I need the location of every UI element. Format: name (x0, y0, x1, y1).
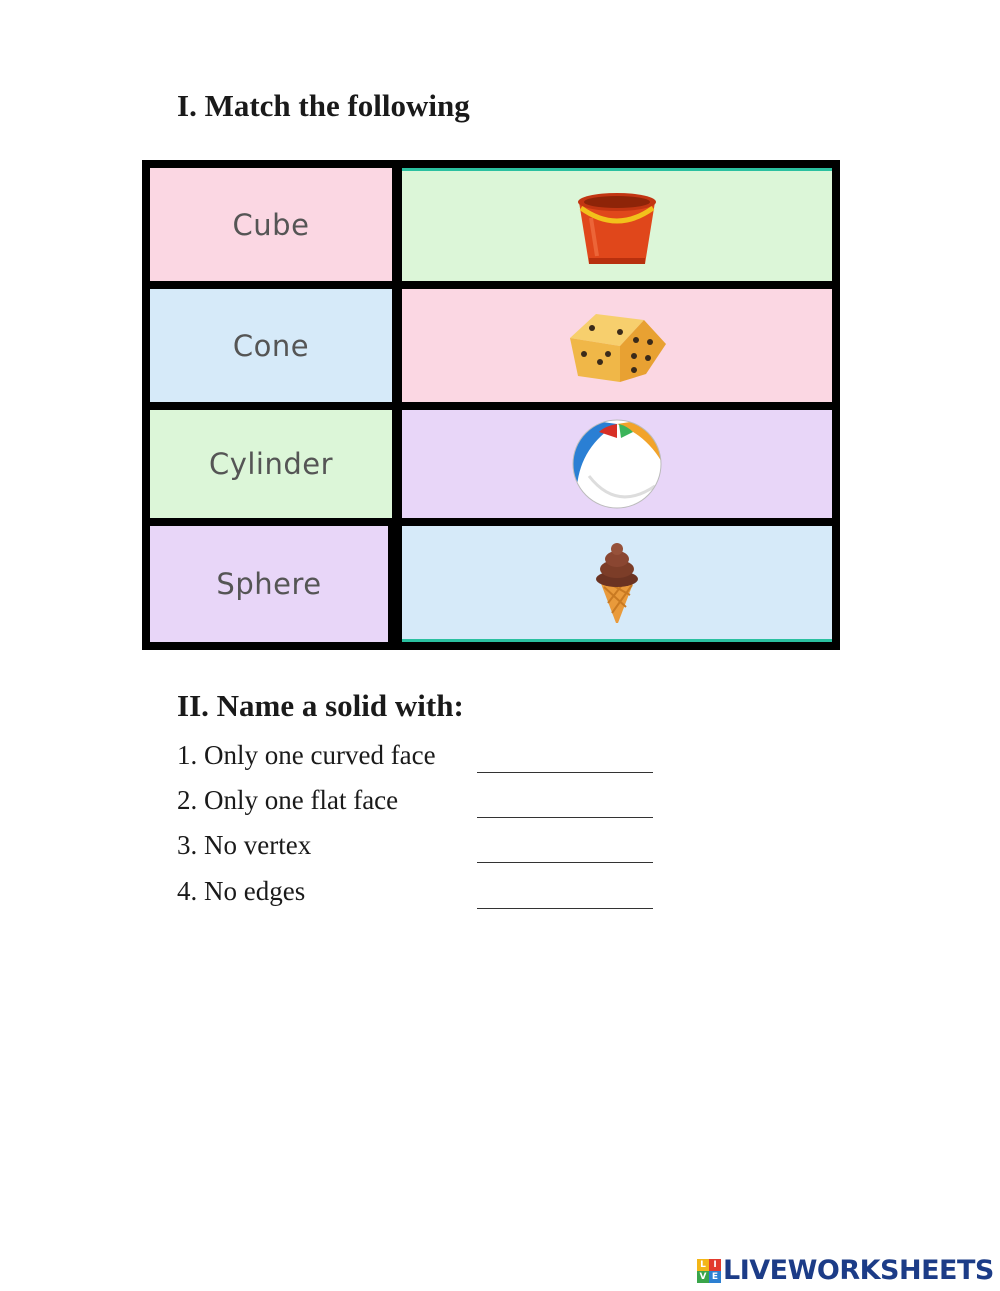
question-4: 4. No edges (177, 876, 306, 906)
picture-cell-ice-cream[interactable] (402, 526, 832, 642)
picture-cell-dice[interactable] (402, 289, 832, 402)
answer-blank-1[interactable] (477, 772, 653, 773)
logo-letter-i: I (709, 1259, 721, 1271)
word-cell-cube[interactable] (150, 168, 392, 281)
word-cell-cylinder[interactable] (150, 410, 392, 518)
logo-letter-e: E (709, 1271, 721, 1283)
word-label: Sphere (216, 567, 322, 601)
answer-blank-3[interactable] (477, 862, 653, 863)
section-2-title: II. Name a solid with: (177, 688, 464, 723)
section-1-title: I. Match the following (177, 88, 470, 123)
word-label: Cylinder (208, 447, 334, 481)
bucket-image (569, 182, 665, 270)
question-1: 1. Only one curved face (177, 740, 436, 770)
ice-cream-cone-image (592, 541, 642, 625)
word-cell-sphere[interactable] (150, 526, 388, 642)
question-3: 3. No vertex (177, 830, 312, 860)
dice-image (562, 306, 672, 386)
answer-blank-4[interactable] (477, 908, 653, 909)
logo-letter-v: V (697, 1271, 709, 1283)
logo-letter-l: L (697, 1259, 709, 1271)
answer-blank-2[interactable] (477, 817, 653, 818)
logo-mark-icon (697, 1259, 721, 1283)
question-2: 2. Only one flat face (177, 785, 399, 815)
matching-table (142, 160, 840, 650)
word-cell-cone[interactable] (150, 289, 392, 402)
picture-cell-bucket[interactable] (402, 168, 832, 281)
word-label: Cone (232, 328, 310, 363)
picture-cell-beach-ball[interactable] (402, 410, 832, 518)
word-label: Cube (232, 207, 310, 242)
beach-ball-image (569, 416, 665, 512)
logo-wordmark: LIVEWORKSHEETS (723, 1255, 994, 1286)
liveworksheets-logo (697, 1255, 994, 1286)
